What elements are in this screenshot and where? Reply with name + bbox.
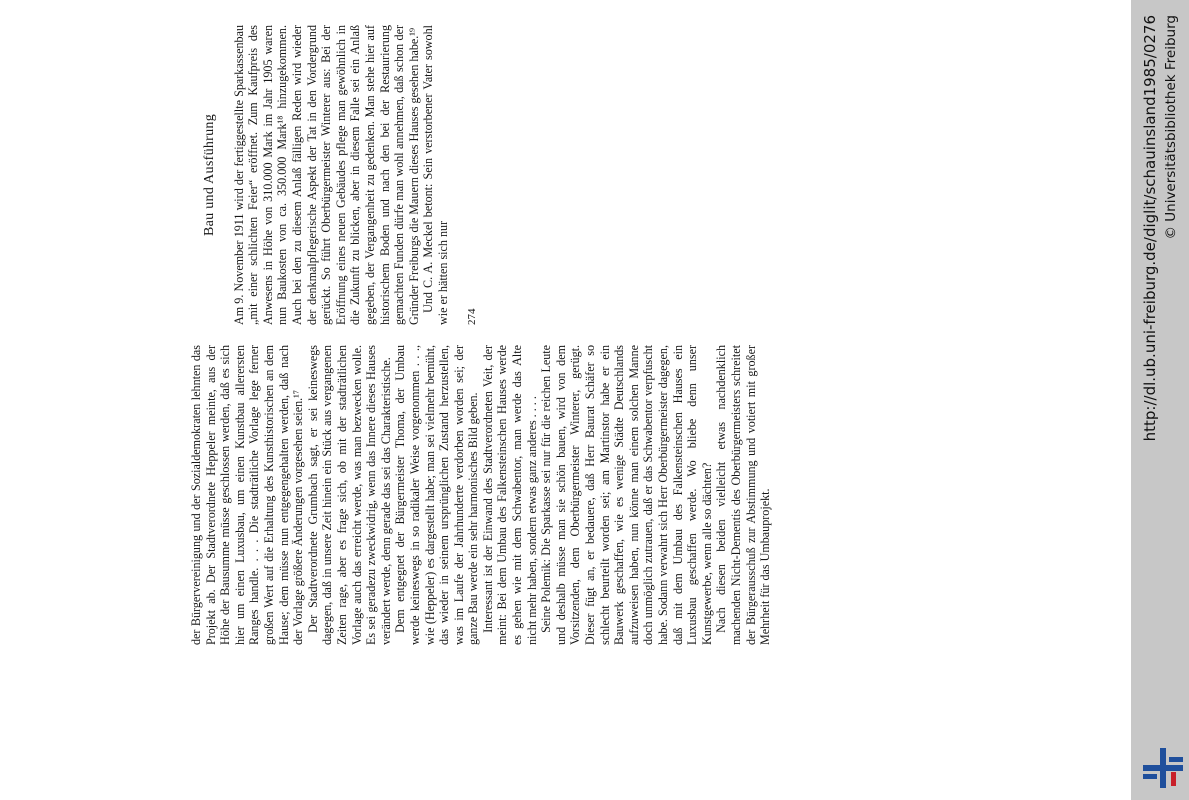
viewer-sidebar <box>1131 0 1189 800</box>
paragraph: Seine Polemik: Die Sparkasse sei nur für die reichen Leute und deshalb müsse man sie schön bauen, wird von dem Vorsitzenden, dem Oberbürgermeister Winterer, gerügt. Dieser fügt an, er bedauere, daß Herr Baurat Schäfer so schlecht beurteilt worden sei; am Martinstor habe er ein Bauwerk geschaffen, wie es wenige Städte Deutschlands aufzuweisen haben, nun könne man einem solchen Manne doch unmöglich zutrauen, daß er das Schwabentor verpfuscht habe. Sodann verwahrt sich Herr Oberbürgermeister dagegen, daß mit dem Umbau des Falkensteinschen Hauses ein Luxusbau geschaffen werde. Wo bliebe denn unser Kunstgewerbe, wenn alle so dächten? <box>539 345 714 645</box>
column-left <box>189 345 773 645</box>
paragraph: Am 9. November 1911 wird der fertiggestellte Sparkassenbau „mit einer schlichten Feier“ eröffnet. Zum Kaufpreis des Anwesens in Höhe von 310.000 Mark im Jahr 1905 waren nun Baukosten von ca. 350.000 Mark¹⁸ hinzugekommen. Auch bei den zu diesem Anlaß fälligen Reden wird wieder der denkmalpflegerische Aspekt der Tat in den Vordergrund gerückt. So führt Oberbürgermeister Winterer aus: Bei der Eröffnung eines neuen Gebäudes pflege man gewöhnlich in die Zukunft zu blicken, aber in diesem Falle sei ein Anlaß gegeben, der Vergangenheit zu gedenken. Man stehe hier auf historischem Boden und nach den bei der Restaurierung gemachten Funden dürfe man wohl annehmen, daß schon der Gründer Freiburgs die Mauern dieses Hauses gesehen habe.¹⁹ <box>231 25 421 325</box>
source-url[interactable]: http://dl.ub.uni-freiburg.de/diglit/schauinsland1985/0276 <box>1141 15 1159 442</box>
paragraph: der Bürgervereinigung und der Sozialdemokraten lehnten das Projekt ab. Der Stadtverordnete Heppeler meinte, aus der Höhe der Bausumme müsse geschlossen werden, daß es sich hier um einen Luxusbau, um einen Kunstbau allerersten Ranges handle. . . . Die stadträtliche Vorlage lege ferner großen Wert auf die Erhaltung des Kunsthistorischen an dem Hause; dem müsse nun entgegengehalten werden, daß nach der Vorlage größere Änderungen vorgesehen seien.¹⁷ <box>189 345 306 645</box>
page-number: 274 <box>465 308 478 325</box>
book-page-rotated <box>189 25 909 645</box>
column-right <box>189 25 479 325</box>
paragraph: Nach diesen beiden vielleicht etwas nachdenklich machenden Nicht-Dementis des Oberbürgermeisters schreitet der Bürgerausschuß zur Abstimmung und votiert mit großer Mehrheit für das Umbauprojekt. <box>714 345 773 645</box>
section-heading: Bau und Ausführung <box>202 113 217 237</box>
right-paragraphs <box>232 25 451 325</box>
copyright-notice: © Universitätsbibliothek Freiburg <box>1163 15 1179 240</box>
paragraph: Der Stadtverordnete Grumbach sagt, er sei keineswegs dagegen, daß in unsere Zeit hinein ein Stück aus vergangenen Zeiten rage, aber es frage sich, ob mit der stadträtlichen Vorlage auch das erreicht werde, was man bezwecken wolle. Es sei geradezu zweckwidrig, wenn das Innere dieses Hauses verändert werde, denn gerade das sei das Charakteristische. <box>305 345 393 645</box>
paragraph: Dem entgegnet der Bürgermeister Thoma, der Umbau werde keineswegs in so radikaler Weise vorgenommen . . ., wie (Heppeler) es dargestellt habe; man sei vielmehr bemüht, das wieder in seinem ursprünglichen Zustand herzustellen, was im Laufe der Jahrhunderte verdorben worden sei; der ganze Bau werde ein sehr harmonisches Bild geben. <box>393 345 481 645</box>
paragraph: Und C. A. Meckel betont: Sein verstorbener Vater sowohl wie er hätten sich nur <box>421 25 450 325</box>
university-library-logo <box>1143 748 1183 788</box>
left-paragraphs <box>189 345 773 645</box>
paragraph: Interessant ist der Einwand des Stadtverordneten Veit, der meint: Bei dem Umbau des Falkensteinschen Hauses werde es gehen wie mit dem Schwabentor, man werde das Alte nicht mehr haben, sondern etwas ganz anderes . . . . <box>480 345 539 645</box>
